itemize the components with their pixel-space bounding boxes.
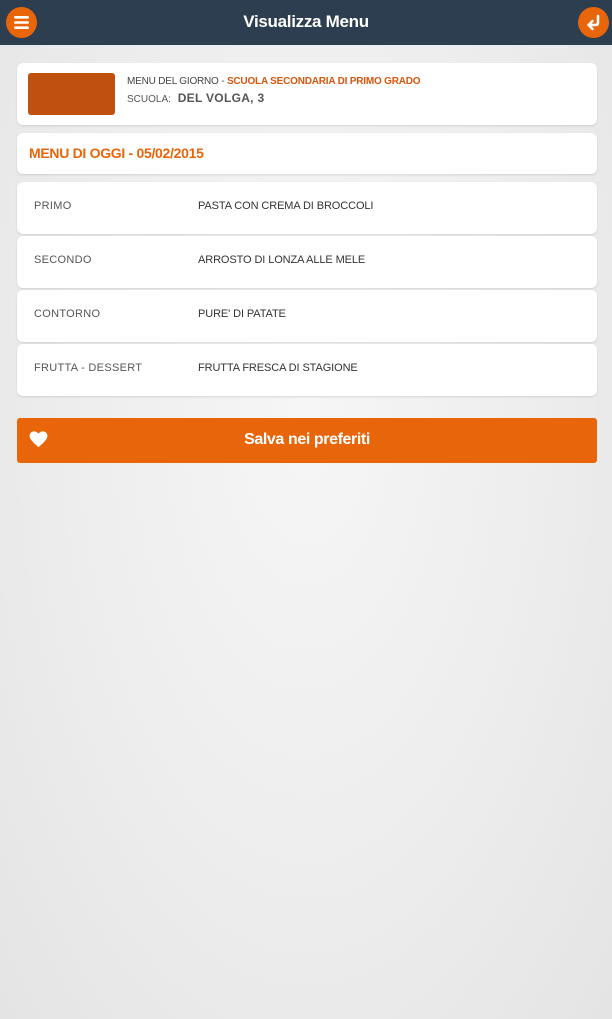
school-thumbnail	[28, 73, 115, 115]
school-label: SCUOLA:	[127, 94, 171, 105]
course-row-secondo	[17, 236, 597, 288]
course-value: PASTA CON CREMA DI BROCCOLI	[198, 200, 374, 212]
course-row-frutta-dessert	[17, 344, 597, 396]
course-value: ARROSTO DI LONZA ALLE MELE	[198, 254, 366, 266]
back-button[interactable]	[578, 7, 609, 38]
course-label: CONTORNO	[34, 308, 101, 320]
menu-date-title: MENU DI OGGI - 05/02/2015	[29, 145, 204, 161]
return-arrow-icon	[585, 14, 602, 31]
save-button-label: Salva nei preferiti	[244, 431, 370, 448]
course-row-primo	[17, 182, 597, 234]
school-name: DEL VOLGA, 3	[177, 91, 265, 105]
school-line	[127, 91, 264, 105]
school-info-card	[17, 63, 597, 125]
page-title: Visualizza Menu	[243, 12, 369, 31]
course-label: SECONDO	[34, 254, 92, 266]
course-row-contorno	[17, 290, 597, 342]
course-value: FRUTTA FRESCA DI STAGIONE	[198, 362, 358, 374]
school-type: SCUOLA SECONDARIA DI PRIMO GRADO	[226, 76, 421, 87]
date-card	[17, 133, 597, 174]
top-bar	[0, 0, 612, 45]
course-label: FRUTTA - DESSERT	[34, 362, 143, 374]
course-value: PURE' DI PATATE	[198, 308, 286, 320]
course-label: PRIMO	[34, 200, 72, 212]
menu-label: MENU DEL GIORNO -	[127, 76, 227, 87]
save-favorites-button[interactable]	[17, 418, 597, 463]
menu-label-line	[127, 76, 420, 87]
